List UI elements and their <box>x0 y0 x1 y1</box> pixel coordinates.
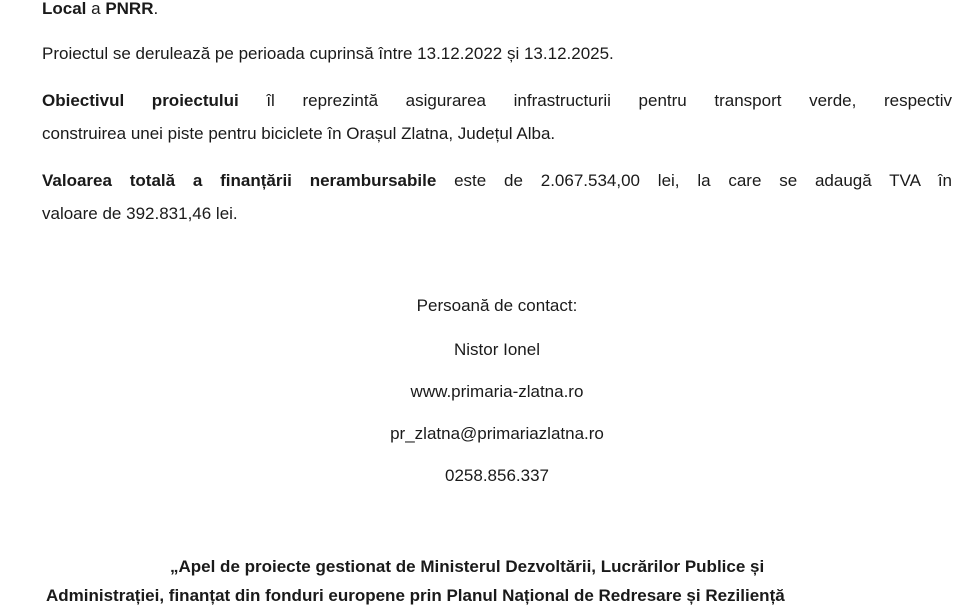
objective-line-1 <box>42 90 952 112</box>
contact-heading: Persoană de contact: <box>416 296 578 315</box>
footer-line-1: „Apel de proiecte gestionat de Ministerul Dezvoltării, Lucrărilor Publice și <box>170 557 765 576</box>
objective-label: Obiectivul proiectului <box>42 91 239 110</box>
objective-line-2: construirea unei piste pentru biciclete în Orașul Zlatna, Județul Alba. <box>42 124 556 143</box>
financing-label: Valoarea totală a finanțării nerambursabile <box>42 171 437 190</box>
contact-website: www.primaria-zlatna.ro <box>410 382 584 401</box>
contact-email: pr_zlatna@primariazlatna.ro <box>390 424 604 443</box>
intro-connector: a <box>86 0 106 18</box>
contact-name: Nistor Ionel <box>454 340 540 359</box>
intro-line <box>42 0 158 20</box>
financing-line-1-rest: este de 2.067.534,00 lei, la care se adaugă TVA în <box>436 171 952 190</box>
footer-line-2: Administrației, finanțat din fonduri europene prin Planul Național de Redresare și Reziliență <box>46 586 785 605</box>
contact-phone: 0258.856.337 <box>445 466 549 485</box>
intro-bold-label: Local <box>42 0 87 18</box>
financing-line-1 <box>42 170 952 192</box>
period-paragraph: Proiectul se derulează pe perioada cuprinsă între 13.12.2022 și 13.12.2025. <box>42 44 614 63</box>
intro-end: . <box>153 0 159 18</box>
intro-program: PNRR <box>105 0 154 18</box>
financing-line-2: valoare de 392.831,46 lei. <box>42 204 238 223</box>
objective-line-1-rest: îl reprezintă asigurarea infrastructurii pentru transport verde, respectiv <box>238 91 952 110</box>
